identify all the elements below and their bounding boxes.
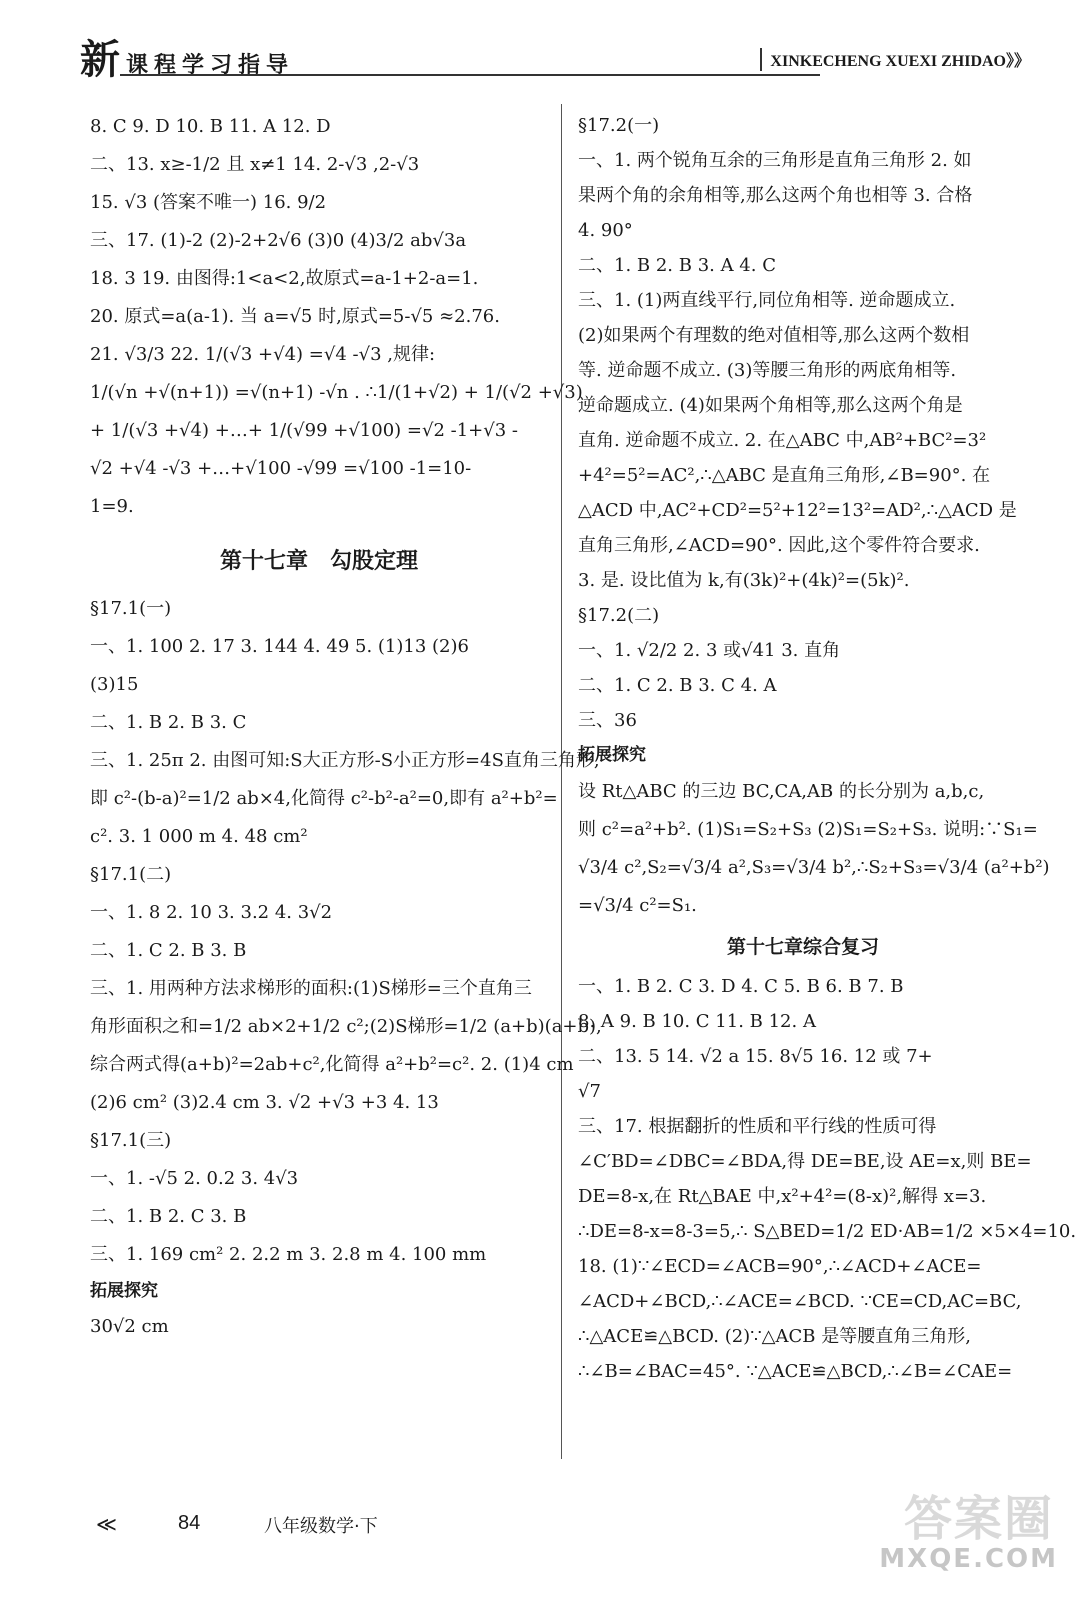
answer-line: 三、17. 根据翻折的性质和平行线的性质可得 [578, 1116, 937, 1137]
answer-line: §17.1(一) [90, 598, 172, 619]
answer-line: 20. 原式=a(a-1). 当 a=√5 时,原式=5-√5 ≈2.76. [90, 306, 500, 327]
answer-line: 则 c²=a²+b². (1)S₁=S₂+S₃ (2)S₁=S₂+S₃. 说明:∵S₁= [578, 819, 1038, 840]
answer-line: 二、1. B 2. C 3. B [90, 1206, 247, 1227]
answer-line: ∠C′BD=∠DBC=∠BDA,得 DE=BE,设 AE=x,则 BE= [578, 1151, 1032, 1172]
answer-line: 二、1. C 2. B 3. B [90, 940, 247, 961]
back-arrow-icon: ≪ [96, 1512, 117, 1536]
brand-pinyin: XINKECHENG XUEXI ZHIDAO》》 [760, 48, 1030, 71]
watermark-url: MXQE.COM [879, 1544, 1058, 1574]
answer-line: 21. √3/3 22. 1/(√3 +√4) =√4 -√3 ,规律: [90, 344, 436, 365]
answer-line: 一、1. 两个锐角互余的三角形是直角三角形 2. 如 [578, 150, 972, 171]
answer-line: 即 c²-(b-a)²=1/2 ab×4,化简得 c²-b²-a²=0,即有 a²+b²= [90, 788, 558, 809]
answer-line: 18. 3 19. 由图得:1<a<2,故原式=a-1+2-a=1. [90, 268, 479, 289]
book-title: 八年级数学·下 [264, 1516, 378, 1537]
answer-line: △ACD 中,AC²+CD²=5²+12²=13²=AD²,∴△ACD 是 [578, 500, 1017, 521]
answer-line: 一、1. -√5 2. 0.2 3. 4√3 [90, 1168, 299, 1189]
answer-line: §17.1(二) [90, 864, 172, 885]
answer-line: 8. C 9. D 10. B 11. A 12. D [90, 116, 331, 137]
watermark [874, 1480, 1064, 1580]
answer-line: 三、17. (1)-2 (2)-2+2√6 (3)0 (4)3/2 ab√3a [90, 230, 467, 251]
answer-line: §17.1(三) [90, 1130, 172, 1151]
answer-line: 直角三角形,∠ACD=90°. 因此,这个零件符合要求. [578, 535, 980, 556]
answer-line: 三、36 [578, 710, 637, 731]
answer-line: DE=8-x,在 Rt△BAE 中,x²+4²=(8-x)²,解得 x=3. [578, 1186, 987, 1207]
header-rule [120, 74, 820, 76]
answer-line: 8. A 9. B 10. C 11. B 12. A [578, 1011, 816, 1032]
answer-line: 3. 是. 设比值为 k,有(3k)²+(4k)²=(5k)². [578, 570, 910, 591]
answer-line: 角形面积之和=1/2 ab×2+1/2 c²;(2)S梯形=1/2 (a+b)(a+b), [90, 1016, 602, 1037]
answer-line: (3)15 [90, 674, 139, 695]
column-divider [561, 104, 562, 1459]
answer-line: 18. (1)∵∠ECD=∠ACB=90°,∴∠ACD+∠ACE= [578, 1256, 982, 1277]
answer-line: 二、1. C 2. B 3. C 4. A [578, 675, 777, 696]
answer-line: √7 [578, 1081, 601, 1102]
page-number: 84 [178, 1512, 201, 1534]
answer-line: 三、1. 169 cm² 2. 2.2 m 3. 2.8 m 4. 100 mm [90, 1244, 487, 1265]
review-title: 第十七章综合复习 [726, 936, 879, 958]
answer-line: √2 +√4 -√3 +…+√100 -√99 =√100 -1=10- [90, 458, 472, 479]
answer-line: 等. 逆命题不成立. (3)等腰三角形的两底角相等. [578, 360, 957, 381]
explore-answer-left: 30√2 cm [90, 1316, 169, 1337]
answer-line: c². 3. 1 000 m 4. 48 cm² [90, 826, 308, 847]
watermark-logo: 答案圈 [903, 1491, 1054, 1547]
answer-line: 二、13. x≥-1/2 且 x≠1 14. 2-√3 ,2-√3 [90, 154, 420, 175]
explore-label-left: 拓展探究 [90, 1281, 158, 1301]
answer-line: 直角. 逆命题不成立. 2. 在△ABC 中,AB²+BC²=3² [578, 430, 987, 451]
answer-line: §17.2(二) [578, 605, 660, 626]
answer-line: 三、1. (1)两直线平行,同位角相等. 逆命题成立. [578, 290, 956, 311]
answer-line: (2)6 cm² (3)2.4 cm 3. √2 +√3 +3 4. 13 [90, 1092, 439, 1113]
answer-line: 1=9. [90, 496, 134, 517]
brand-title: 课程学习指导 [126, 53, 295, 78]
answer-line: 4. 90° [578, 220, 633, 241]
answer-line: 一、1. B 2. C 3. D 4. C 5. B 6. B 7. B [578, 976, 904, 997]
answer-line: (2)如果两个有理数的绝对值相等,那么这两个数相 [578, 325, 970, 346]
answer-line: √3/4 c²,S₂=√3/4 a²,S₃=√3/4 b²,∴S₂+S₃=√3/4 (a²+b²) [578, 857, 1050, 878]
answer-line: +4²=5²=AC²,∴△ABC 是直角三角形,∠B=90°. 在 [578, 465, 991, 486]
chapter-title: 第十七章 勾股定理 [219, 549, 418, 574]
explore-label-right: 拓展探究 [578, 745, 646, 765]
answer-line: 二、1. B 2. B 3. A 4. C [578, 255, 776, 276]
answer-line: 二、13. 5 14. √2 a 15. 8√5 16. 12 或 7+ [578, 1046, 933, 1067]
answer-line: ∠ACD+∠BCD,∴∠ACE=∠BCD. ∵CE=CD,AC=BC, [578, 1291, 1022, 1312]
answer-line: 1/(√n +√(n+1)) =√(n+1) -√n . ∴1/(1+√2) + 1/(√2 +√3) [90, 382, 583, 403]
answer-line: =√3/4 c²=S₁. [578, 895, 697, 916]
answer-line: 综合两式得(a+b)²=2ab+c²,化简得 a²+b²=c². 2. (1)4 cm [90, 1054, 574, 1075]
answer-line: 三、1. 25π 2. 由图可知:S大正方形-S小正方形=4S直角三角形, [90, 750, 600, 771]
answer-line: §17.2(一) [578, 115, 660, 136]
answer-line: 逆命题成立. (4)如果两个角相等,那么这两个角是 [578, 395, 963, 416]
page-footer [96, 1512, 496, 1544]
left-column [90, 108, 602, 1344]
brand-logo-char: 新 [80, 37, 120, 83]
answer-line: ∴∠B=∠BAC=45°. ∵△ACE≌△BCD,∴∠B=∠CAE= [578, 1361, 1013, 1382]
answer-line: + 1/(√3 +√4) +…+ 1/(√99 +√100) =√2 -1+√3 - [90, 420, 518, 441]
answer-line: 设 Rt△ABC 的三边 BC,CA,AB 的长分别为 a,b,c, [578, 781, 985, 802]
answer-line: 果两个角的余角相等,那么这两个角也相等 3. 合格 [578, 185, 973, 206]
answer-line: 一、1. √2/2 2. 3 或√41 3. 直角 [578, 640, 841, 661]
right-column [578, 108, 1077, 1389]
answer-line: 二、1. B 2. B 3. C [90, 712, 247, 733]
answer-line: 15. √3 (答案不唯一) 16. 9/2 [90, 192, 327, 213]
page-header [80, 38, 1030, 82]
answer-line: 三、1. 用两种方法求梯形的面积:(1)S梯形=三个直角三 [90, 978, 532, 999]
answer-line: 一、1. 100 2. 17 3. 144 4. 49 5. (1)13 (2)6 [90, 636, 469, 657]
answer-line: ∴△ACE≌△BCD. (2)∵△ACB 是等腰直角三角形, [578, 1326, 971, 1347]
answer-line: ∴DE=8-x=8-3=5,∴ S△BED=1/2 ED·AB=1/2 ×5×4=10. [578, 1221, 1077, 1242]
answer-line: 一、1. 8 2. 10 3. 3.2 4. 3√2 [90, 902, 333, 923]
